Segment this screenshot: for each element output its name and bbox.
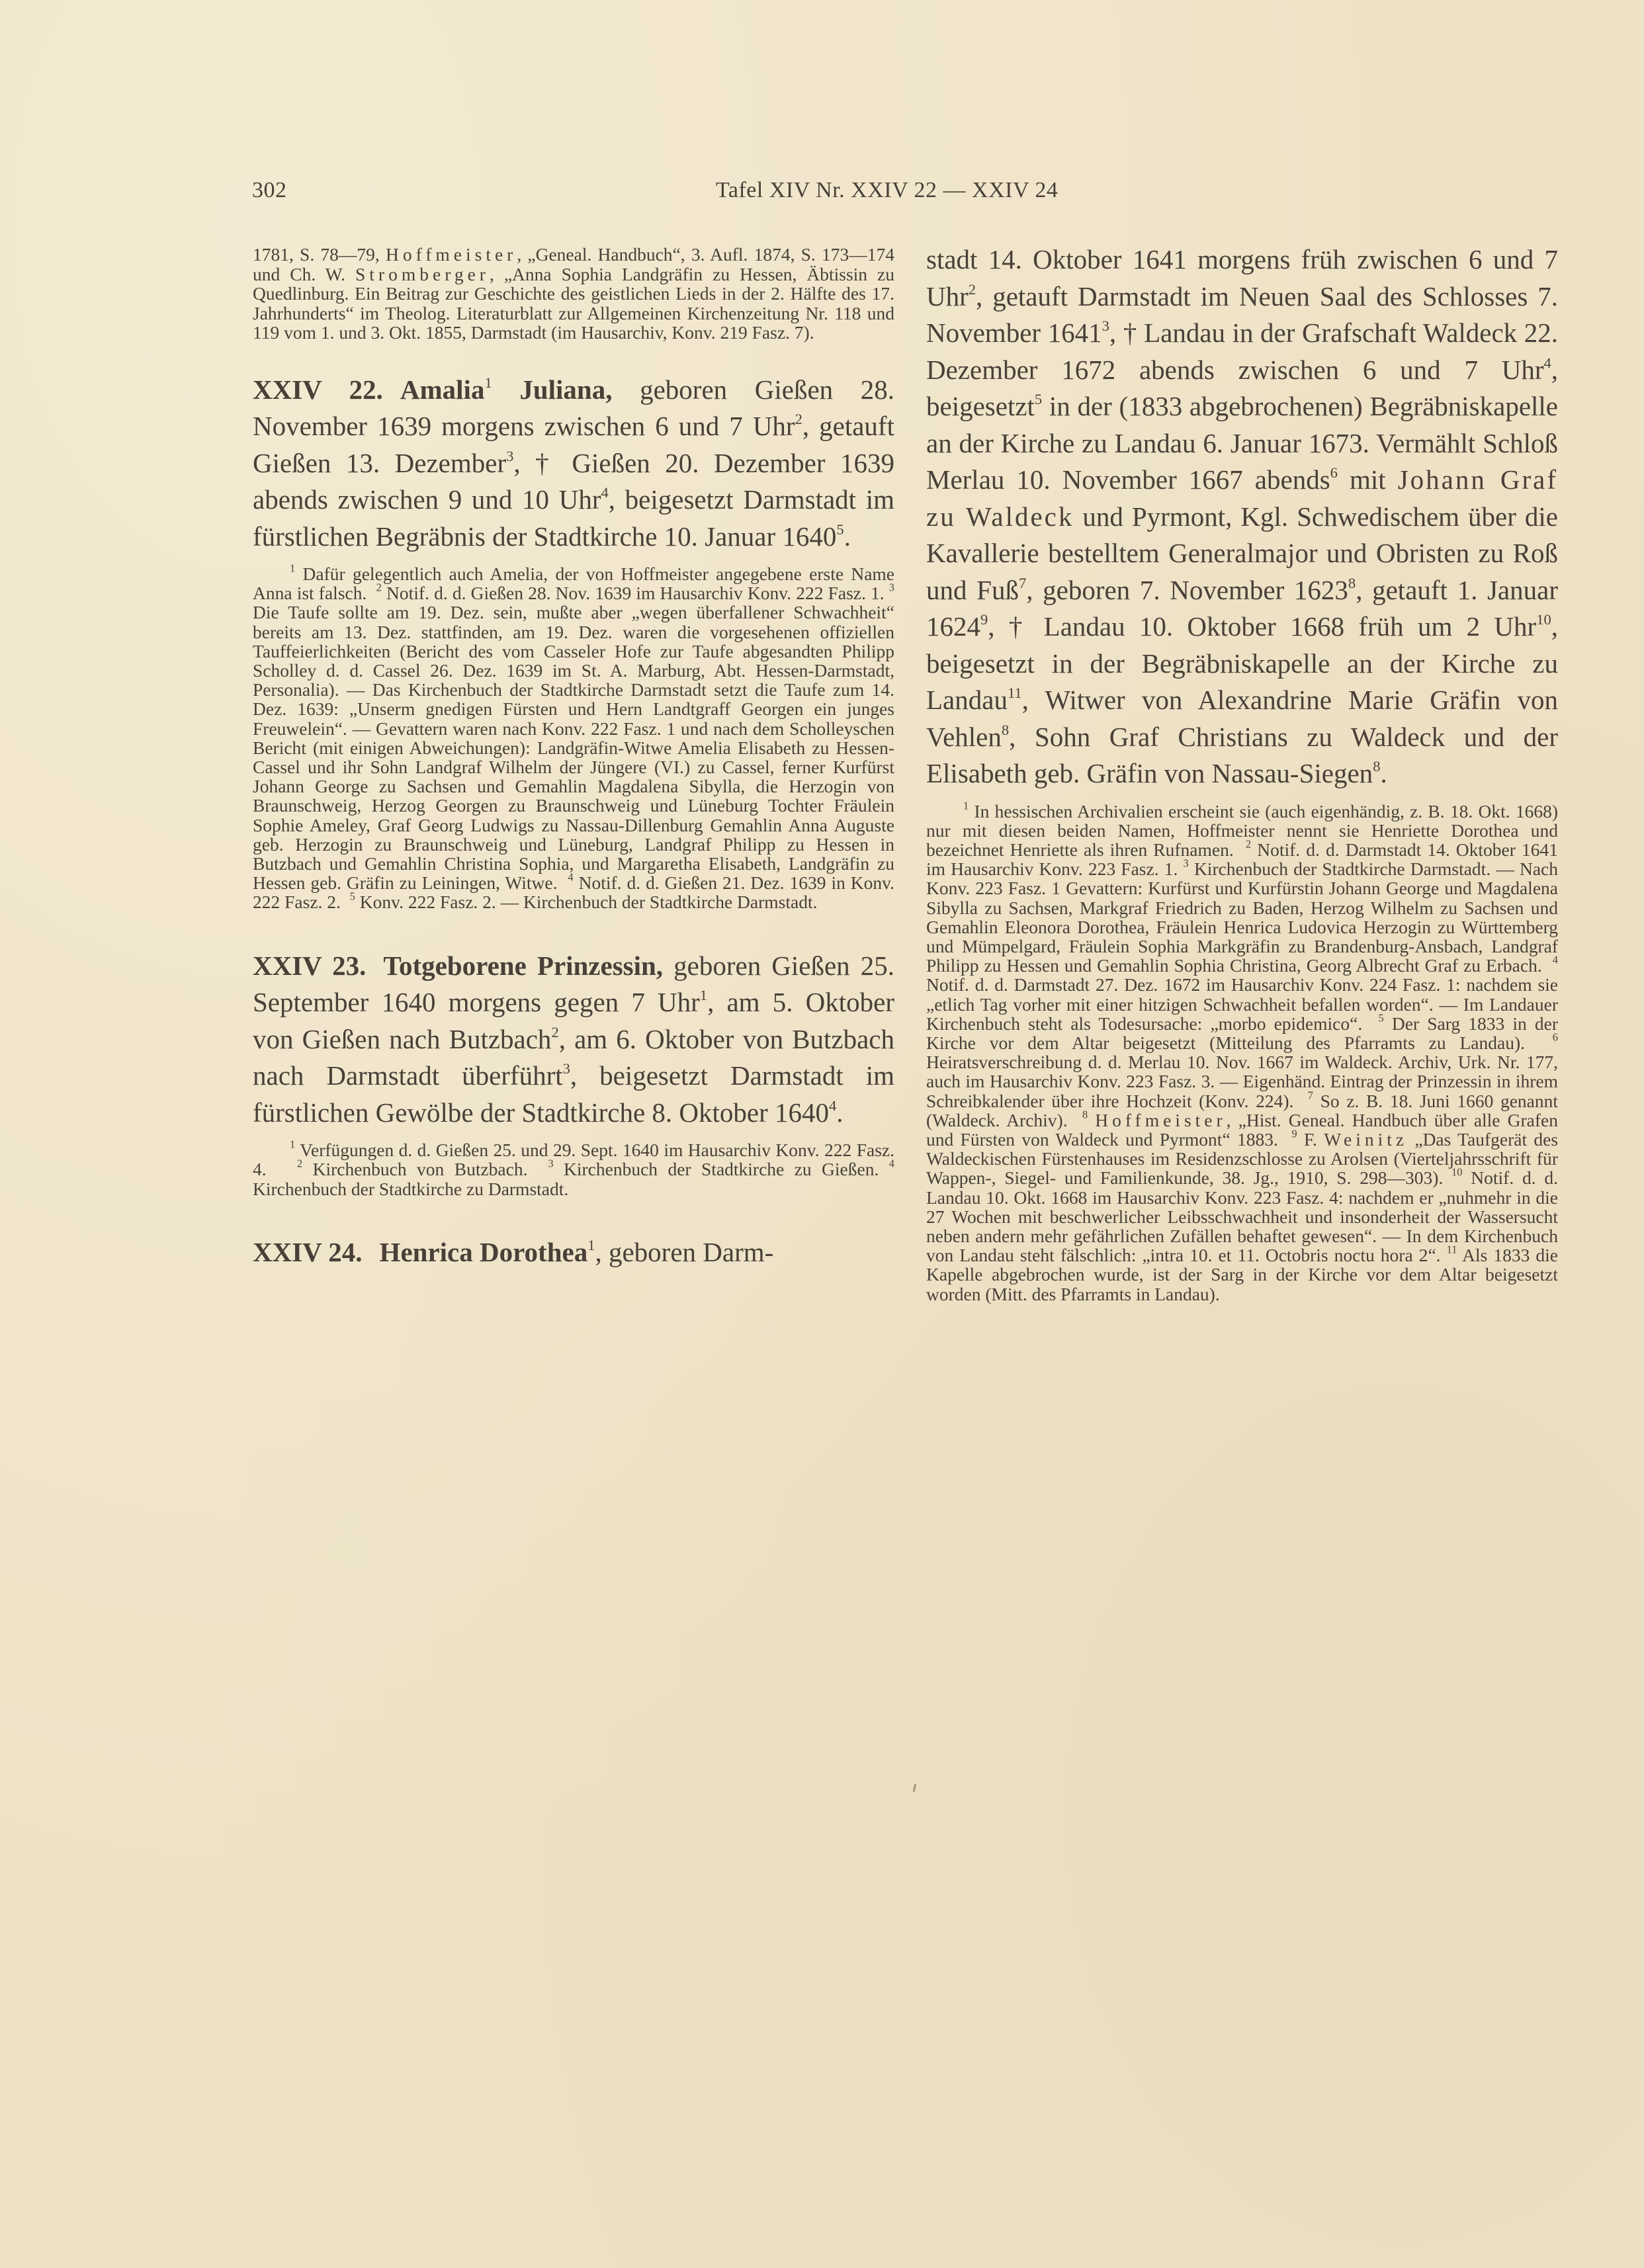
left-column [253, 245, 894, 1271]
entry-body: , beigesetzt Darmstadt im fürstlichen Begräbnis der Stadtkirche 10. Januar 1640 [253, 484, 894, 552]
entry-body: . [1380, 758, 1387, 788]
entry-number: XXIV 24. [253, 1236, 363, 1267]
entry-body: , geboren 7. November 1623 [1026, 574, 1348, 605]
person-name: Totgeborene Prinzessin, [383, 950, 664, 981]
entry-body: und Pyrmont, Kgl. Schwedischem über die Kavallerie bestelltem Generalmajor und Obristen zu Roß und Fuß [926, 501, 1558, 605]
entry-body: mit [1337, 464, 1398, 495]
entry-xxiv-24 [253, 1234, 894, 1271]
footnote-number: 5 [1378, 1011, 1384, 1025]
entry-body: , getauft Darmstadt im Neuen Saal des Schlosses 7. November 1641 [926, 280, 1558, 348]
footnote-text: Notif. d. d. Gießen 28. Nov. 1639 im Hausarchiv Konv. 222 Fasz. 1. [386, 583, 885, 604]
entry-body: , † Landau in der Grafschaft Waldeck 22. Dezember 1672 abends zwischen 6 und 7 Uhr [926, 317, 1558, 385]
footnote-text: So z. B. 18. Juni 1660 genannt (Waldeck. Archiv). [926, 1090, 1559, 1130]
footnote-ref[interactable]: 2 [968, 280, 976, 298]
footnote-ref[interactable]: 8 [1348, 574, 1356, 591]
footnote-text: Dafür gelegentlich auch Amelia, der von Hoffmeister angegebene erste Name Anna ist falsch. [253, 564, 894, 604]
footnote-ref[interactable]: 1 [587, 1236, 595, 1253]
footnote-number: 2 [376, 581, 382, 594]
footnote-number: 10 [1451, 1165, 1463, 1179]
footnote-text: Kirchenbuch der Stadtkirche zu Darmstadt. [253, 1178, 569, 1199]
footnote-text: Notif. d. d. Landau 10. Okt. 1668 im Hausarchiv Konv. 223 Fasz. 4: nachdem er „nuhmehr in die 27 Wochen mit beschwerlicher Leibsschwachheit und insonderheit der Wassersucht neben andern mehr gefährlichen Zufällen behaftet gewesen“. — In dem Kirchenbuch von Landau steht fälschlich: „intra 10. et 11. Octobris noctu hora 2“. [926, 1167, 1559, 1266]
footnote-ref[interactable]: 1 [699, 987, 708, 1004]
footnote-ref[interactable]: 5 [836, 521, 844, 538]
footnote-text: Kirchenbuch der Stadtkirche zu Gießen. [564, 1159, 879, 1180]
entry-body: , beigesetzt [926, 354, 1558, 421]
footnote-text: „Das Taufgerät des Waldeckischen Fürstenhauses im Residenzschlosse zu Arolsen (Vierteljahrsschrift für Wappen-, Siegel- und Familienkunde, 38. Jg., 1910, S. 298—303). [926, 1128, 1559, 1189]
continued-reference [253, 245, 894, 343]
footnote-text: Verfügungen d. d. Gießen 25. und 29. Sept. 1640 im Hausarchiv Konv. 222 Fasz. 4. [253, 1140, 894, 1180]
footnote-text: Konv. 222 Fasz. 2. — Kirchenbuch der Stadtkirche Darmstadt. [359, 892, 818, 913]
entry-body: geboren Gießen 25. September 1640 morgens gegen 7 Uhr [253, 950, 895, 1018]
footnote-ref[interactable]: 7 [1018, 574, 1027, 591]
entry-text [253, 372, 894, 556]
footnote-ref[interactable]: 4 [601, 484, 609, 501]
right-column [926, 241, 1558, 1304]
author-name: Hoffmeister [1095, 1109, 1227, 1130]
footnote-text: In hessischen Archivalien erscheint sie (auch eigenhändig, z. B. 18. Okt. 1668) nur mit diesen beiden Namen, Hoffmeister nennt sie Henriette Dorothea und bezeichnet Henriette als ihren Rufnamen. [926, 800, 1559, 860]
footnotes-xxiv-24 [926, 799, 1559, 1304]
footnote-text: Der Sarg 1833 in der Kirche vor dem Altar beigesetzt (Mitteilung des Pfarramts zu Landau). [926, 1013, 1559, 1053]
footnote-ref[interactable]: 8 [1001, 721, 1010, 738]
author-name: Weinitz [1324, 1128, 1408, 1150]
footnote-number: 6 [1552, 1030, 1558, 1044]
footnote-text: Die Taufe sollte am 19. Dez. sein, mußte aber „wegen überfallener Schwachheit“ bereits am 13. Dez. stattfinden, am 19. Dez. waren die vorgesehenen offiziellen Tauffeierlichkeiten (Bericht des vom Casseler Hofe zur Taufe abgesandten Philipp Scholley d. d. Cassel 26. Dez. 1639 im St. A. Marburg, Abt. Hessen-Darmstadt, Personalia). — Das Kirchenbuch der Stadtkirche Darmstadt setzt die Taufe zum 14. Dez. 1639: „Unserm gnedigen Fürsten und Hern Landtgraff Georgen ein junges Freuwelein“. — Gevattern waren nach Konv. 222 Fasz. 1 und nach dem Scholleyschen Bericht (mit einigen Abweichungen): Landgräfin-Witwe Amelia Elisabeth zu Hessen-Cassel und ihr Sohn Landgraf Wilhelm der Jüngere (VI.) zu Cassel, ferner Kurfürst Johann George zu Sachsen und Gemahlin Magdalena Sibylla, die Herzogin von Braunschweig, Herzog Georgen zu Braunschweig und Lüneburg Tochter Fräulein Sophie Ameley, Graf Georg Ludwigs zu Nassau-Dillenburg Gemahlin Anna Auguste geb. Herzogin zu Braunschweig und Lüneburg, Landgraf Philipp zu Hessen in Butzbach und Gemahlin Christina Sophia, und Margaretha Elisabeth, Landgräfin zu Hessen geb. Gräfin zu Leiningen, Witwe. [253, 602, 894, 894]
footnote-ref[interactable]: 6 [1330, 464, 1338, 482]
footnote-number: 2 [296, 1157, 303, 1170]
footnote-number: 8 [1082, 1108, 1088, 1121]
entry-body: , Sohn Graf Christians zu Waldeck und der Elisabeth geb. Gräfin von Nassau-Siegen [926, 721, 1558, 788]
footnote-number: 1 [290, 562, 296, 575]
footnote-ref[interactable]: 10 [1536, 611, 1551, 628]
footnote-number: 11 [1446, 1243, 1457, 1256]
footnote-number: 3 [888, 581, 895, 594]
entry-body: , am 6. Oktober von Butzbach nach Darmstadt überführt [253, 1023, 894, 1091]
ref-text: 1781, S. 78—79, [253, 244, 386, 265]
footnote-ref[interactable]: 3 [506, 447, 514, 464]
page-number: 302 [252, 178, 287, 202]
entry-text [253, 948, 894, 1132]
entry-body: . [836, 1097, 844, 1128]
entry-body: in der (1833 abgebrochenen) Begräbniskapelle an der Kirche zu Landau 6. Januar 1673. Vermählt Schloß Merlau 10. November 1667 abends [926, 391, 1558, 495]
entry-xxiv-22 [253, 372, 894, 912]
footnote-number: 3 [1183, 857, 1189, 870]
footnote-text: Als 1833 die Kapelle abgebrochen wurde, ist der Sarg in der Kirche vor dem Altar beigesetzt worden (Mitt. des Pfarramts in Landau). [926, 1245, 1559, 1304]
ref-text: , „Anna Sophia Landgräfin zu Hessen, Äbtissin zu Quedlinburg. Ein Beitrag zur Geschichte des geistlichen Lieds in der 2. Hälfte des 17. Jahrhunderts“ im Theolog. Literaturblatt zur Allgemeinen Kirchenzeitung Nr. 118 und 119 vom 1. und 3. Okt. 1855, Darmstadt (im Hausarchiv, Konv. 219 Fasz. 7). [253, 263, 894, 343]
footnote-text: Heiratsverschreibung d. d. Merlau 10. Nov. 1667 im Waldeck. Archiv, Urk. Nr. 177, auch im Hausarchiv Konv. 223 Fasz. 3. — Eigenhänd. Eintrag der Prinzessin in ihrem Schreibkalender über ihre Hochzeit (Konv. 224). [926, 1052, 1558, 1111]
footnote-ref[interactable]: 5 [1034, 391, 1043, 408]
gutter-speck [913, 1784, 916, 1792]
footnote-ref[interactable]: 9 [980, 611, 988, 628]
entry-body: , † Landau 10. Oktober 1668 früh um 2 Uhr [988, 611, 1537, 642]
entry-body: . [844, 521, 851, 552]
footnote-ref[interactable]: 3 [562, 1060, 570, 1077]
footnote-ref[interactable]: 3 [1102, 317, 1109, 335]
footnote-ref[interactable]: 2 [795, 411, 802, 428]
footnote-text: , „Hist. Geneal. Handbuch über alle Grafen und Fürsten von Waldeck und Pyrmont“ 1883. [926, 1109, 1558, 1150]
running-title: Tafel XIV Nr. XXIV 22 — XXIV 24 [716, 178, 1059, 202]
footnote-number: 5 [349, 890, 355, 903]
footnote-number: 4 [568, 870, 574, 884]
footnote-number: 1 [963, 799, 969, 812]
footnote-ref[interactable]: 4 [829, 1097, 837, 1114]
footnote-text: F. [1303, 1128, 1324, 1150]
entry-xxiv-23 [253, 948, 894, 1198]
footnote-number: 7 [1307, 1089, 1313, 1102]
author-name: Hoffmeister [385, 244, 517, 265]
footnotes-xxiv-23 [253, 1140, 894, 1198]
entry-body: , beigesetzt Darmstadt im fürstlichen Gewölbe der Stadtkirche 8. Oktober 1640 [253, 1060, 894, 1128]
entry-text [253, 1234, 894, 1271]
ref-text: , „Geneal. Handbuch“, 3. Aufl. 1874, S. 173—174 und Ch. W. [253, 244, 894, 284]
entry-body: , getauft Gießen 13. Dezember [253, 411, 894, 478]
entry-body: , † Gießen 20. Dezember 1639 abends zwischen 9 und 10 Uhr [253, 447, 895, 515]
footnote-text: Notif. d. d. Darmstadt 27. Dez. 1672 im Hausarchiv Konv. 224 Fasz. 1: nachdem sie „etlich Tag vorher mit einer hitzigen Schwachheit befallen worden“. — Im Landauer Kirchenbuch steht als Todesursache: „morbo epidemico“. [926, 974, 1558, 1034]
entry-body: , am 5. Oktober von Gießen nach Butzbach [253, 987, 894, 1054]
footnote-ref[interactable]: 11 [1007, 685, 1022, 702]
footnote-number: 3 [548, 1157, 554, 1170]
footnote-text: Notif. d. d. Gießen 21. Dez. 1639 in Konv. 222 Fasz. 2. [253, 872, 894, 913]
footnote-ref[interactable]: 1 [484, 374, 492, 391]
entry-number: XXIV 23. [253, 950, 367, 981]
footnote-text: Kirchenbuch von Butzbach. [312, 1159, 528, 1180]
footnote-ref[interactable]: 4 [1543, 354, 1551, 371]
footnotes-xxiv-22 [253, 564, 894, 912]
spouse-name: Johann Graf zu Waldeck [926, 464, 1558, 532]
footnote-ref[interactable]: 8 [1373, 758, 1381, 775]
author-name: Stromberger [355, 263, 490, 284]
person-name: Henrica Dorothea [379, 1236, 588, 1267]
entry-number: XXIV 22. [253, 374, 383, 405]
entry-body: , getauft 1. Januar 1624 [926, 574, 1558, 642]
footnote-text: Kirchenbuch der Stadtkirche Darmstadt. — Nach Konv. 223 Fasz. 1 Gevattern: Kurfürst und Kurfürstin Johann George und Magdalena Sibylla zu Sachsen, Markgraf Friedrich zu Baden, Herzog Wilhelm zu Sachsen und Gemahlin Eleonora Dorothea, Fräulein Henrica Ludovica Herzogin zu Württemberg und Mümpelgard, Fräulein Sophia Markgräfin zu Brandenburg-Ansbach, Landgraf Philipp zu Hessen und Gemahlin Sophia Christina, Georg Albrecht Graf zu Erbach. [926, 859, 1559, 976]
entry-body: , Witwer von Alexandrine Marie Gräfin von Vehlen [926, 685, 1558, 752]
entry-body: geboren Gießen 28. November 1639 morgens zwischen 6 und 7 Uhr [253, 374, 894, 441]
footnote-number: 2 [1245, 837, 1252, 851]
person-name: Juliana, [519, 374, 613, 405]
footnote-number: 4 [888, 1157, 895, 1170]
entry-body: , geboren Darm- [595, 1236, 774, 1267]
footnote-number: 1 [290, 1138, 296, 1151]
entry-body: , beigesetzt in der Begräbniskapelle an der Kirche zu Landau [926, 611, 1558, 715]
footnote-number: 4 [1552, 953, 1559, 966]
footnote-ref[interactable]: 2 [551, 1023, 559, 1040]
entry-body: stadt 14. Oktober 1641 morgens früh zwischen 6 und 7 Uhr [926, 244, 1558, 312]
person-name: Amalia [400, 374, 485, 405]
footnote-number: 9 [1291, 1127, 1297, 1140]
entry-xxiv-24-continuation [926, 241, 1558, 792]
footnote-text: Notif. d. d. Darmstadt 14. Oktober 1641 im Hausarchiv Konv. 223 Fasz. 1. [926, 839, 1559, 880]
